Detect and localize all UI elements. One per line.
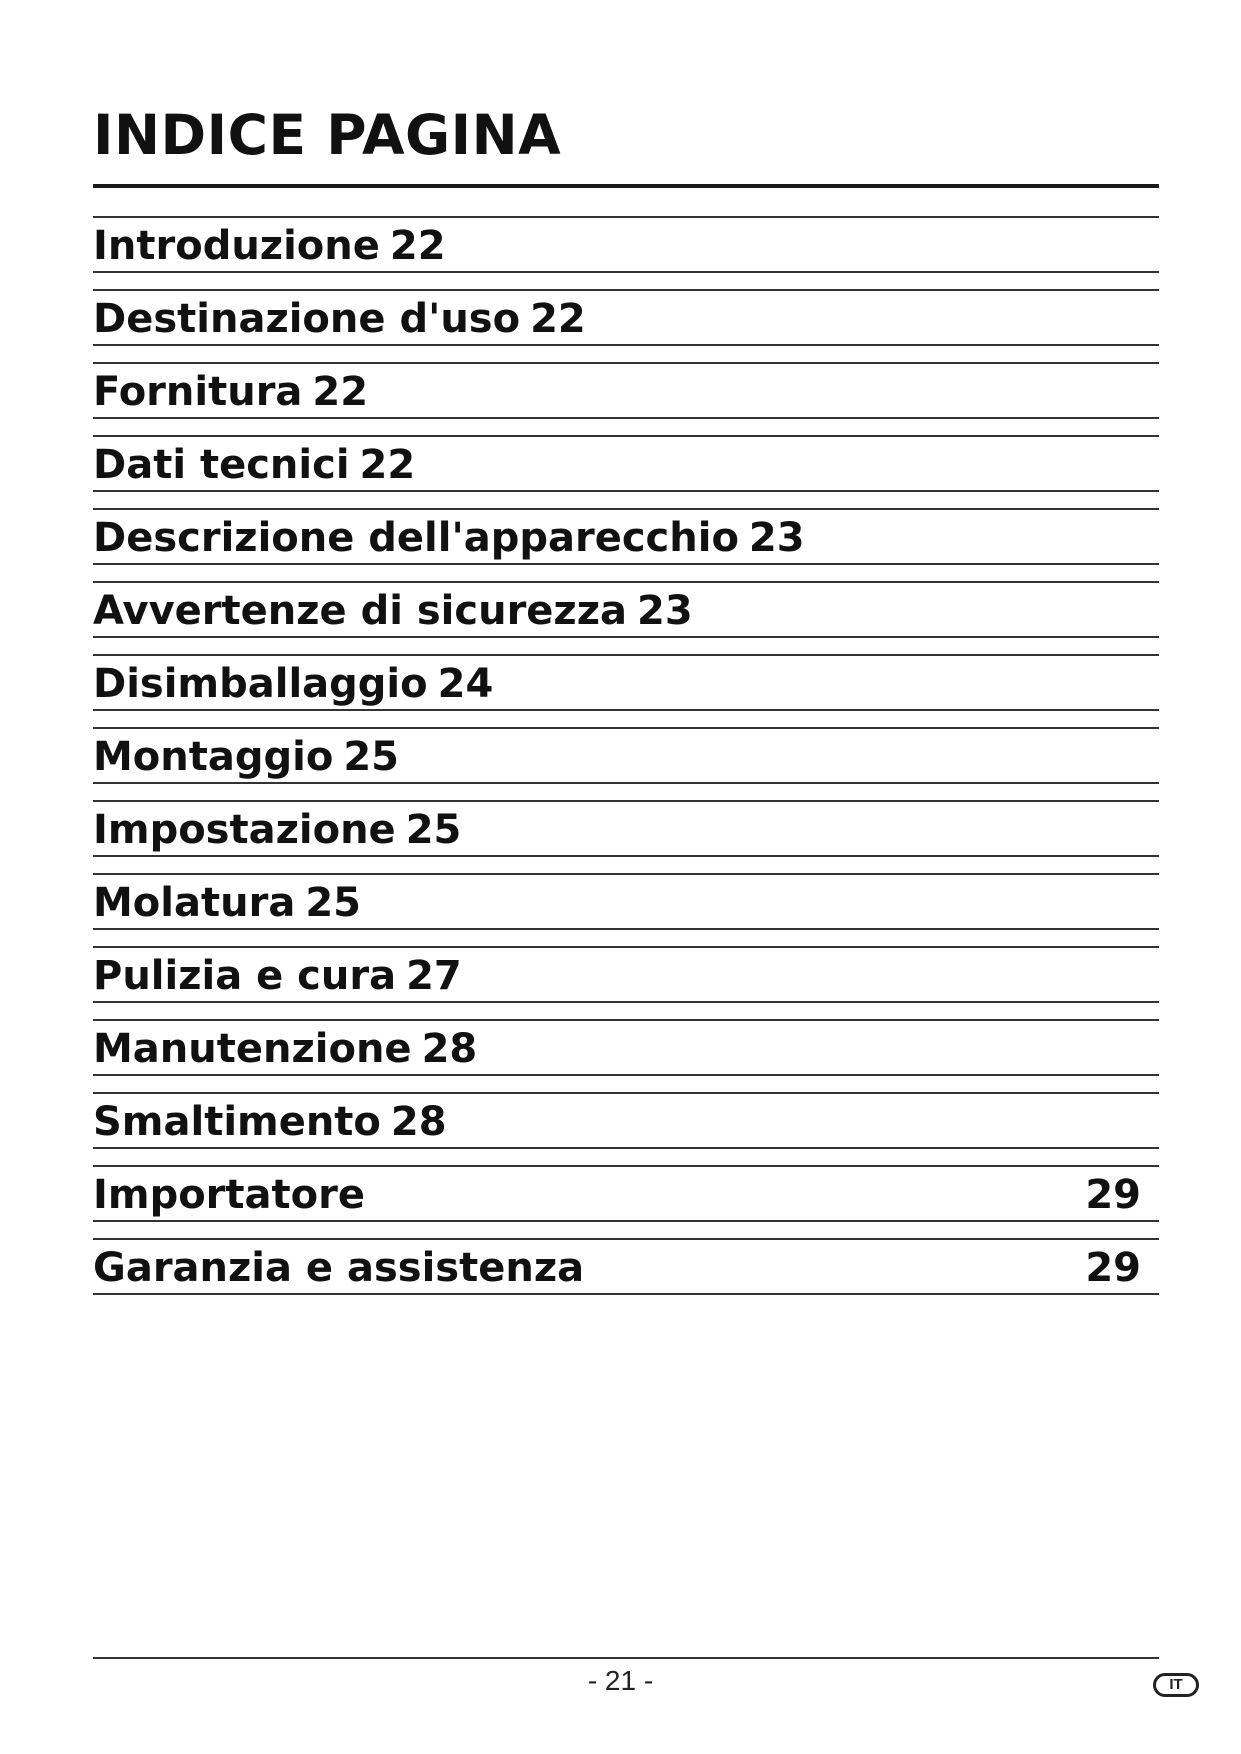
toc-entry-title: Dati tecnici — [93, 442, 350, 488]
toc-entry-page: 23 — [748, 515, 805, 561]
toc-entry-label — [93, 585, 693, 638]
toc-entry — [93, 1238, 1159, 1295]
table-of-contents — [93, 216, 1159, 1311]
toc-entry-title: Introduzione — [93, 223, 380, 269]
toc-entry-page: 29 — [1085, 1245, 1141, 1291]
toc-entry — [93, 289, 1159, 346]
toc-entry-title: Pulizia e cura — [93, 953, 397, 999]
toc-entry — [93, 435, 1159, 492]
toc-entry-page: 28 — [421, 1026, 478, 1072]
toc-entry — [93, 946, 1159, 1003]
toc-entry-title: Fornitura — [93, 369, 303, 415]
toc-entry-title: Molatura — [93, 880, 296, 926]
toc-entry-page: 22 — [359, 442, 416, 488]
toc-entry-label — [93, 804, 461, 857]
title-divider — [93, 184, 1159, 188]
toc-entry — [93, 727, 1159, 784]
toc-entry-title: Destinazione d'uso — [93, 296, 521, 342]
toc-entry-page: 22 — [389, 223, 446, 269]
toc-entry-page: 22 — [530, 296, 586, 342]
toc-entry — [93, 508, 1159, 565]
toc-entry-title: Importatore — [93, 1172, 365, 1218]
page-title: INDICE PAGINA — [93, 103, 562, 167]
toc-entry-label — [93, 220, 446, 273]
toc-entry-title: Avvertenze di sicurezza — [93, 588, 627, 634]
toc-entry-page: 29 — [1085, 1172, 1141, 1218]
footer-divider — [93, 1657, 1159, 1659]
toc-entry-title: Manutenzione — [93, 1026, 412, 1072]
toc-entry-page: 24 — [437, 661, 494, 707]
toc-entry-label — [93, 658, 493, 711]
toc-entry-label — [93, 1169, 365, 1222]
toc-entry-page: 28 — [390, 1099, 447, 1145]
page-number: - 21 - — [587, 1665, 654, 1696]
toc-entry — [93, 873, 1159, 930]
toc-entry — [93, 1092, 1159, 1149]
toc-entry-page: 25 — [343, 734, 400, 780]
toc-entry-label — [93, 877, 361, 930]
toc-entry-title: Impostazione — [93, 807, 396, 853]
toc-entry-page: 25 — [405, 807, 462, 853]
toc-entry-label — [93, 1096, 447, 1149]
toc-entry — [93, 362, 1159, 419]
toc-entry-title: Smaltimento — [93, 1099, 381, 1145]
toc-entry-page: 25 — [305, 880, 361, 926]
toc-entry-title: Garanzia e assistenza — [93, 1245, 585, 1291]
language-badge: IT — [1153, 1673, 1199, 1697]
toc-entry — [93, 581, 1159, 638]
toc-entry-label — [93, 731, 399, 784]
toc-entry-label — [93, 512, 805, 565]
toc-entry-label — [93, 366, 368, 419]
toc-entry-label — [93, 293, 586, 346]
toc-entry — [93, 800, 1159, 857]
toc-entry-page: 22 — [312, 369, 369, 415]
toc-entry-label — [93, 1023, 477, 1076]
toc-entry-label — [93, 439, 415, 492]
toc-entry — [93, 654, 1159, 711]
toc-entry-page: 23 — [636, 588, 693, 634]
toc-entry-page: 27 — [406, 953, 462, 999]
toc-entry-title: Disimballaggio — [93, 661, 428, 707]
toc-entry — [93, 1019, 1159, 1076]
toc-entry — [93, 216, 1159, 273]
toc-entry-label — [93, 1242, 584, 1295]
toc-entry-label — [93, 950, 462, 1003]
toc-entry — [93, 1165, 1159, 1222]
toc-entry-title: Descrizione dell'apparecchio — [93, 515, 739, 561]
toc-entry-title: Montaggio — [93, 734, 334, 780]
